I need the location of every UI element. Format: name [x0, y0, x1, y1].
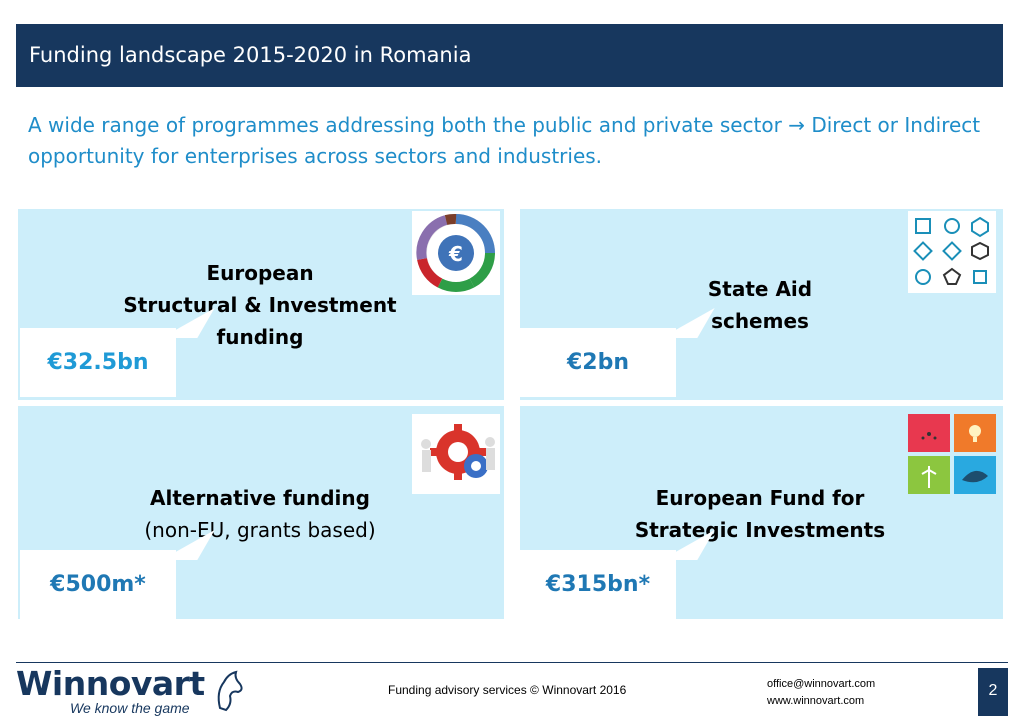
footer-website[interactable]: www.winnovart.com: [767, 695, 865, 707]
intro-text: A wide range of programmes addressing both the public and private sector → Direct or Indirect opportunity for enterprises across sectors and industries.: [28, 113, 981, 168]
panel-alternative: [18, 406, 504, 619]
footer-copyright: Funding advisory services © Winnovart 2016: [388, 683, 627, 697]
footer-email[interactable]: office@winnovart.com: [767, 678, 876, 690]
panel-efsi-name-line1: European Fund for: [655, 486, 865, 510]
panel-state-aid-name-line2: schemes: [711, 309, 809, 333]
sector-grid-icon: [908, 211, 996, 293]
euro-ring-icon: [412, 211, 500, 295]
panel-alternative-name: [110, 482, 410, 546]
panel-alternative-value: €500m*: [50, 572, 146, 597]
slide-title: Funding landscape 2015-2020 in Romania: [16, 24, 1003, 87]
panel-efsi: [520, 406, 1003, 619]
panel-alternative-name-line2: (non-EU, grants based): [144, 518, 376, 542]
panel-esif-name-line2: Structural & Investment: [123, 293, 397, 317]
panel-efsi-name: [630, 482, 890, 546]
panel-state-aid-callout: [520, 328, 676, 397]
four-tiles-icon: [908, 414, 996, 494]
page-number: 2: [978, 668, 1008, 716]
panel-alternative-name-line1: Alternative funding: [150, 486, 370, 510]
panel-efsi-value: €315bn*: [545, 572, 651, 597]
panel-esif-value: €32.5bn: [47, 350, 149, 375]
horse-head-icon: [212, 668, 246, 712]
brand-logo-text: Winnovart: [16, 664, 205, 703]
panel-esif-callout: [20, 328, 176, 397]
footer-contact: [767, 676, 875, 710]
panel-efsi-callout: [520, 550, 676, 619]
panel-state-aid-value: €2bn: [566, 350, 630, 375]
panel-state-aid-name-line1: State Aid: [707, 277, 813, 301]
brand-tagline: We know the game: [70, 700, 190, 716]
panel-alternative-callout: [20, 550, 176, 619]
footer-divider: [16, 662, 1008, 663]
svg-text:€: €: [449, 242, 463, 266]
panel-esif-name-line3: funding: [216, 325, 304, 349]
panel-esif: [18, 209, 504, 400]
gears-people-icon: [412, 414, 500, 494]
panel-esif-name-line1: European: [206, 261, 314, 285]
panel-state-aid: [520, 209, 1003, 400]
panel-efsi-name-line2: Strategic Investments: [634, 518, 886, 542]
